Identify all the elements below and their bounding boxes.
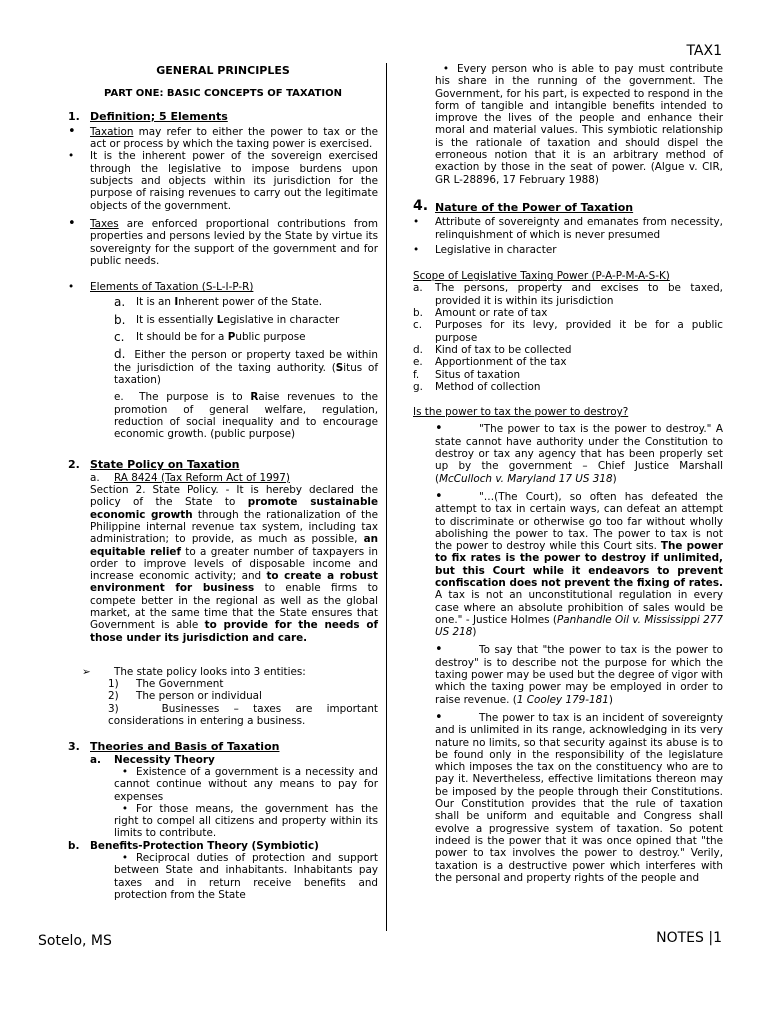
entity-item: 3) Businesses – taxes are important considerations in entering a business. xyxy=(108,702,378,728)
entity-item: 1) The Government xyxy=(108,678,224,691)
element-item: e. The purpose is to Raise revenues to the promotion of general welfare, regulation, reduction of social inequality and to encourage economic growth. (public purpose) xyxy=(114,391,378,441)
destroy-quote: • "…(The Court), so often has defeated the attempt to tax in certain ways, can defeat an attempt to discriminate or otherwise go too far without wholly abolishing the power to tax. The power to tax is not the power to destroy while this Court sits. The power to fix rates is the power to destroy if unlimited, but this Court while it endeavors to prevent confiscation does not prevent the fixing of rates. A tax is not an unconstitutional regulation in every case where an absolute prohibition of sales would be one." - Justice Holmes (Panhandle Oil v. Mississippi 277 US 218) xyxy=(435,488,723,639)
column-divider xyxy=(386,63,387,931)
state-policy-text: Section 2. State Policy. - It is hereby declared the policy of the State to promote sustainable economic growth through the rationalization of the Philippine internal revenue tax system, including tax administration; to provide, as much as possible, an equitable relief to a greater number of taxpayers in order to improve levels of disposable income and increase economic activity; and to create a robust environment for business to enable firms to compete better in the regional as well as the global market, at the same time that the State ensures that Government is able to provide for the needs of those under its jurisdiction and care. xyxy=(90,484,379,644)
ra-8424-reference: a. RA 8424 (Tax Reform Act of 1997) xyxy=(90,471,290,484)
nature-bullet: • Attribute of sovereignty and emanates from necessity, relinquishment of which is never presumed xyxy=(413,216,723,241)
entities-intro: ➢ The state policy looks into 3 entities: xyxy=(82,665,306,678)
theory-bullet: • Existence of a government is a necessity and cannot continue without any means to pay for expenses xyxy=(114,765,378,803)
theory-bullet: • For those means, the government has the right to compel all citizens and property within its limits to contribute. xyxy=(114,802,378,840)
destroy-quote: • The power to tax is an incident of sovereignty and is unlimited in its range, acknowledging in its very nature no limits, so that security against its abuse is to be found only in the responsibility of the legislature which imposes the tax on the constituency who are to pay it. Nevertheless, effective limitations thereon may be imposed by the people through their Constitutions. Our Constitution provides that the rule of taxation shall be uniform and equitable and Congress shall evolve a progressive system of taxation. So potent indeed is the power that it was once opined that "the power to tax involves the power to destroy." Verily, taxation is a destructive power which interferes with the personal and property rights of the people and xyxy=(435,709,723,884)
scope-item: a. The persons, property and excises to be taxed, provided it is within its jurisdiction xyxy=(413,282,723,307)
scope-heading: Scope of Legislative Taxing Power (P-A-P-M-A-S-K) xyxy=(413,270,670,283)
destroy-heading: Is the power to tax the power to destroy? xyxy=(413,406,629,419)
elements-heading: • Elements of Taxation (S-L-I-P-R) xyxy=(68,281,254,294)
doc-title: GENERAL PRINCIPLES xyxy=(156,64,290,77)
scope-list xyxy=(413,282,723,393)
definition-bullet: • Taxation may refer to either the power to tax or the act or process by which the taxing power is exercised. xyxy=(68,123,378,151)
scope-item: f. Situs of taxation xyxy=(413,368,521,381)
definition-bullet: • It is the inherent power of the sovereign exercised through the legislative to impose burdens upon subjects and objects within its jurisdiction for the purpose of raising revenues to carry out the legitimate objects of the government. xyxy=(68,150,378,212)
right-column xyxy=(413,63,723,884)
course-header: TAX1 xyxy=(686,43,722,59)
part-heading: PART ONE: BASIC CONCEPTS OF TAXATION xyxy=(104,88,342,100)
section-2-heading: 2. State Policy on Taxation xyxy=(68,458,240,472)
left-column xyxy=(68,63,378,901)
theory-bullet: • Reciprocal duties of protection and support between State and inhabitants. Inhabitants pay taxes and in return receive benefits and protection from the State xyxy=(114,852,378,901)
scope-item: e. Apportionment of the tax xyxy=(413,356,567,369)
entity-item: 2) The person or individual xyxy=(108,690,262,703)
footer-page: NOTES |1 xyxy=(656,930,722,946)
scope-item: c. Purposes for its levy, provided it be for a public purpose xyxy=(413,319,723,344)
necessity-theory-heading: a. Necessity Theory xyxy=(90,753,215,766)
element-item: a. It is an Inherent power of the State. xyxy=(114,295,323,310)
element-item: b. It is essentially Legislative in character xyxy=(114,312,340,327)
element-item: d. Either the person or property taxed be within the jurisdiction of the taxing authority. (Situs of taxation) xyxy=(114,347,378,386)
scope-item: g. Method of collection xyxy=(413,380,541,393)
nature-bullet: • Legislative in character xyxy=(413,243,557,256)
destroy-quote: • "The power to tax is the power to destroy." A state cannot have authority under the Constitution to destroy or tax any agency that has been properly set up by the government – Chief Justice Marshall (McCulloch v. Maryland 17 US 318) xyxy=(435,421,723,485)
section-3-heading: 3. Theories and Basis of Taxation xyxy=(68,740,280,754)
section-4-heading: 4. Nature of the Power of Taxation xyxy=(413,197,634,214)
scope-item: d. Kind of tax to be collected xyxy=(413,343,572,356)
destroy-quote: • To say that "the power to tax is the power to destroy" is to describe not the purpose for which the taxing power may be used but the degree of vigor with which the taxing power may be employed in order to raise revenue. (1 Cooley 179-181) xyxy=(435,642,723,706)
definition-bullet: • Taxes are enforced proportional contributions from properties and persons levied by the State by virtue its sovereignty for the support of the government and for public needs. xyxy=(68,215,378,267)
footer-author: Sotelo, MS xyxy=(38,933,112,949)
benefits-theory-heading: b. Benefits-Protection Theory (Symbiotic) xyxy=(68,839,319,852)
benefits-continuation: • Every person who is able to pay must contribute his share in the running of the government. The Government, for his part, is expected to respond in the form of tangible and intangible benefits intended to improve the lives of the people and enhance their moral and material values. This symbiotic relationship is the rationale of taxation and should dispel the erroneous notion that it is an arbitrary method of exaction by those in the seat of power. (Algue v. CIR, GR L-28896, 17 February 1988) xyxy=(435,63,723,186)
section-1-heading: 1. Definition; 5 Elements xyxy=(68,109,228,123)
scope-item: b. Amount or rate of tax xyxy=(413,307,548,320)
element-item: c. It should be for a Public purpose xyxy=(114,330,306,345)
